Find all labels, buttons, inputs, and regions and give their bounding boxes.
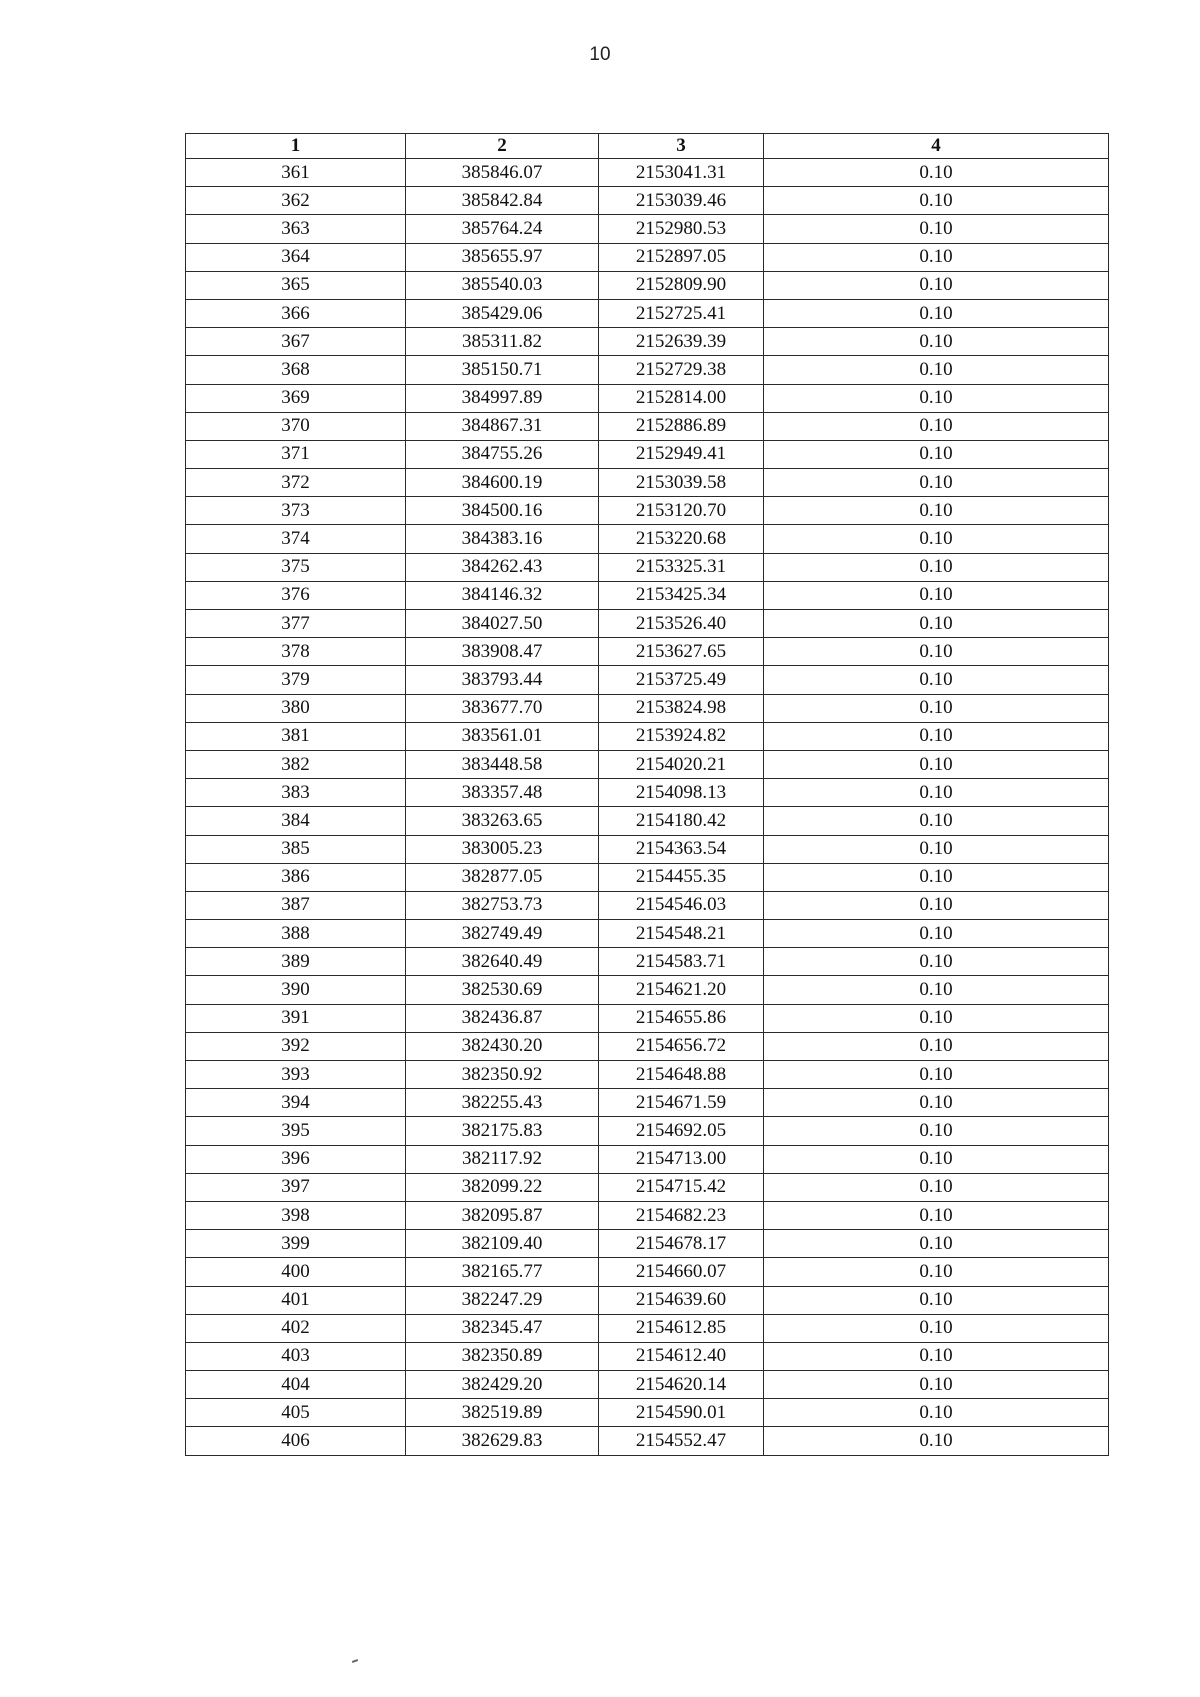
point-number-cell: 388: [186, 920, 406, 948]
table-row: [186, 1004, 1109, 1032]
y-coordinate-cell: 2153220.68: [599, 525, 764, 553]
x-coordinate-cell: 382429.20: [406, 1371, 599, 1399]
point-number-cell: 376: [186, 581, 406, 609]
point-number-cell: 385: [186, 835, 406, 863]
y-coordinate-cell: 2154180.42: [599, 807, 764, 835]
y-coordinate-cell: 2152980.53: [599, 215, 764, 243]
x-coordinate-cell: 384600.19: [406, 469, 599, 497]
x-coordinate-cell: 382095.87: [406, 1201, 599, 1229]
accuracy-cell: 0.10: [764, 638, 1109, 666]
point-number-cell: 373: [186, 497, 406, 525]
x-coordinate-cell: 382175.83: [406, 1117, 599, 1145]
point-number-cell: 377: [186, 610, 406, 638]
table-row: [186, 1286, 1109, 1314]
table-row: [186, 694, 1109, 722]
accuracy-cell: 0.10: [764, 750, 1109, 778]
table-row: [186, 1342, 1109, 1370]
y-coordinate-cell: 2154648.88: [599, 1061, 764, 1089]
x-coordinate-cell: 382436.87: [406, 1004, 599, 1032]
y-coordinate-cell: 2154660.07: [599, 1258, 764, 1286]
y-coordinate-cell: 2152886.89: [599, 412, 764, 440]
x-coordinate-cell: 383677.70: [406, 694, 599, 722]
y-coordinate-cell: 2152814.00: [599, 384, 764, 412]
x-coordinate-cell: 385655.97: [406, 243, 599, 271]
point-number-cell: 397: [186, 1173, 406, 1201]
x-coordinate-cell: 385429.06: [406, 299, 599, 327]
x-coordinate-cell: 385846.07: [406, 159, 599, 187]
y-coordinate-cell: 2154678.17: [599, 1230, 764, 1258]
table-row: [186, 1258, 1109, 1286]
accuracy-cell: 0.10: [764, 1089, 1109, 1117]
point-number-cell: 400: [186, 1258, 406, 1286]
table-row: [186, 1032, 1109, 1060]
point-number-cell: 381: [186, 722, 406, 750]
point-number-cell: 364: [186, 243, 406, 271]
accuracy-cell: 0.10: [764, 299, 1109, 327]
point-number-cell: 365: [186, 271, 406, 299]
y-coordinate-cell: 2154655.86: [599, 1004, 764, 1032]
table-row: [186, 525, 1109, 553]
accuracy-cell: 0.10: [764, 1230, 1109, 1258]
table-header: [186, 134, 1109, 159]
point-number-cell: 394: [186, 1089, 406, 1117]
x-coordinate-cell: 382255.43: [406, 1089, 599, 1117]
x-coordinate-cell: 385540.03: [406, 271, 599, 299]
accuracy-cell: 0.10: [764, 779, 1109, 807]
accuracy-cell: 0.10: [764, 497, 1109, 525]
column-header-1: 1: [186, 134, 406, 159]
point-number-cell: 398: [186, 1201, 406, 1229]
table-row: [186, 835, 1109, 863]
x-coordinate-cell: 382099.22: [406, 1173, 599, 1201]
point-number-cell: 370: [186, 412, 406, 440]
point-number-cell: 401: [186, 1286, 406, 1314]
accuracy-cell: 0.10: [764, 469, 1109, 497]
table-row: [186, 638, 1109, 666]
table-row: [186, 299, 1109, 327]
y-coordinate-cell: 2153725.49: [599, 666, 764, 694]
table-row: [186, 243, 1109, 271]
y-coordinate-cell: 2153526.40: [599, 610, 764, 638]
y-coordinate-cell: 2154363.54: [599, 835, 764, 863]
point-number-cell: 371: [186, 440, 406, 468]
accuracy-cell: 0.10: [764, 1117, 1109, 1145]
table-row: [186, 1089, 1109, 1117]
table-row: [186, 328, 1109, 356]
table-row: [186, 976, 1109, 1004]
accuracy-cell: 0.10: [764, 159, 1109, 187]
x-coordinate-cell: 384027.50: [406, 610, 599, 638]
point-number-cell: 399: [186, 1230, 406, 1258]
accuracy-cell: 0.10: [764, 948, 1109, 976]
table-row: [186, 1371, 1109, 1399]
point-number-cell: 402: [186, 1314, 406, 1342]
y-coordinate-cell: 2154713.00: [599, 1145, 764, 1173]
accuracy-cell: 0.10: [764, 694, 1109, 722]
accuracy-cell: 0.10: [764, 271, 1109, 299]
point-number-cell: 368: [186, 356, 406, 384]
table-row: [186, 807, 1109, 835]
accuracy-cell: 0.10: [764, 525, 1109, 553]
table-row: [186, 1399, 1109, 1427]
accuracy-cell: 0.10: [764, 807, 1109, 835]
table-row: [186, 581, 1109, 609]
y-coordinate-cell: 2153824.98: [599, 694, 764, 722]
y-coordinate-cell: 2154612.85: [599, 1314, 764, 1342]
x-coordinate-cell: 384383.16: [406, 525, 599, 553]
table-row: [186, 863, 1109, 891]
y-coordinate-cell: 2154639.60: [599, 1286, 764, 1314]
x-coordinate-cell: 382519.89: [406, 1399, 599, 1427]
y-coordinate-cell: 2154656.72: [599, 1032, 764, 1060]
table-row: [186, 666, 1109, 694]
x-coordinate-cell: 382430.20: [406, 1032, 599, 1060]
x-coordinate-cell: 382117.92: [406, 1145, 599, 1173]
accuracy-cell: 0.10: [764, 610, 1109, 638]
x-coordinate-cell: 383908.47: [406, 638, 599, 666]
accuracy-cell: 0.10: [764, 356, 1109, 384]
x-coordinate-cell: 382753.73: [406, 891, 599, 919]
x-coordinate-cell: 384262.43: [406, 553, 599, 581]
y-coordinate-cell: 2154612.40: [599, 1342, 764, 1370]
y-coordinate-cell: 2154621.20: [599, 976, 764, 1004]
x-coordinate-cell: 382350.92: [406, 1061, 599, 1089]
accuracy-cell: 0.10: [764, 412, 1109, 440]
point-number-cell: 383: [186, 779, 406, 807]
x-coordinate-cell: 384997.89: [406, 384, 599, 412]
y-coordinate-cell: 2152725.41: [599, 299, 764, 327]
x-coordinate-cell: 382877.05: [406, 863, 599, 891]
x-coordinate-cell: 382165.77: [406, 1258, 599, 1286]
x-coordinate-cell: 385150.71: [406, 356, 599, 384]
point-number-cell: 375: [186, 553, 406, 581]
table-row: [186, 1173, 1109, 1201]
table-row: [186, 215, 1109, 243]
point-number-cell: 367: [186, 328, 406, 356]
accuracy-cell: 0.10: [764, 440, 1109, 468]
table-row: [186, 920, 1109, 948]
point-number-cell: 405: [186, 1399, 406, 1427]
table-row: [186, 1314, 1109, 1342]
x-coordinate-cell: 383357.48: [406, 779, 599, 807]
accuracy-cell: 0.10: [764, 1399, 1109, 1427]
x-coordinate-cell: 383005.23: [406, 835, 599, 863]
x-coordinate-cell: 382247.29: [406, 1286, 599, 1314]
point-number-cell: 374: [186, 525, 406, 553]
point-number-cell: 382: [186, 750, 406, 778]
table-row: [186, 553, 1109, 581]
table-row: [186, 412, 1109, 440]
y-coordinate-cell: 2152949.41: [599, 440, 764, 468]
y-coordinate-cell: 2154583.71: [599, 948, 764, 976]
table-row: [186, 1201, 1109, 1229]
y-coordinate-cell: 2154620.14: [599, 1371, 764, 1399]
x-coordinate-cell: 385842.84: [406, 187, 599, 215]
point-number-cell: 391: [186, 1004, 406, 1032]
accuracy-cell: 0.10: [764, 1258, 1109, 1286]
table-row: [186, 187, 1109, 215]
y-coordinate-cell: 2152897.05: [599, 243, 764, 271]
accuracy-cell: 0.10: [764, 891, 1109, 919]
x-coordinate-cell: 384500.16: [406, 497, 599, 525]
point-number-cell: 362: [186, 187, 406, 215]
y-coordinate-cell: 2154590.01: [599, 1399, 764, 1427]
x-coordinate-cell: 382749.49: [406, 920, 599, 948]
point-number-cell: 378: [186, 638, 406, 666]
x-coordinate-cell: 383561.01: [406, 722, 599, 750]
point-number-cell: 396: [186, 1145, 406, 1173]
table-row: [186, 1427, 1109, 1455]
page-number: 10: [589, 44, 611, 65]
table-row: [186, 271, 1109, 299]
accuracy-cell: 0.10: [764, 920, 1109, 948]
accuracy-cell: 0.10: [764, 1004, 1109, 1032]
x-coordinate-cell: 385311.82: [406, 328, 599, 356]
y-coordinate-cell: 2154020.21: [599, 750, 764, 778]
x-coordinate-cell: 382530.69: [406, 976, 599, 1004]
y-coordinate-cell: 2154455.35: [599, 863, 764, 891]
y-coordinate-cell: 2153039.46: [599, 187, 764, 215]
x-coordinate-cell: 382629.83: [406, 1427, 599, 1455]
y-coordinate-cell: 2154682.23: [599, 1201, 764, 1229]
coordinates-table-container: [185, 133, 1108, 1456]
accuracy-cell: 0.10: [764, 1427, 1109, 1455]
accuracy-cell: 0.10: [764, 1286, 1109, 1314]
point-number-cell: 363: [186, 215, 406, 243]
table-row: [186, 750, 1109, 778]
point-number-cell: 392: [186, 1032, 406, 1060]
x-coordinate-cell: 382640.49: [406, 948, 599, 976]
point-number-cell: 384: [186, 807, 406, 835]
x-coordinate-cell: 385764.24: [406, 215, 599, 243]
y-coordinate-cell: 2153627.65: [599, 638, 764, 666]
point-number-cell: 372: [186, 469, 406, 497]
y-coordinate-cell: 2154671.59: [599, 1089, 764, 1117]
accuracy-cell: 0.10: [764, 835, 1109, 863]
column-header-2: 2: [406, 134, 599, 159]
y-coordinate-cell: 2154098.13: [599, 779, 764, 807]
x-coordinate-cell: 384146.32: [406, 581, 599, 609]
accuracy-cell: 0.10: [764, 863, 1109, 891]
y-coordinate-cell: 2154548.21: [599, 920, 764, 948]
point-number-cell: 390: [186, 976, 406, 1004]
table-row: [186, 384, 1109, 412]
accuracy-cell: 0.10: [764, 722, 1109, 750]
point-number-cell: 369: [186, 384, 406, 412]
accuracy-cell: 0.10: [764, 243, 1109, 271]
accuracy-cell: 0.10: [764, 1061, 1109, 1089]
accuracy-cell: 0.10: [764, 581, 1109, 609]
table-row: [186, 779, 1109, 807]
coordinates-table: [185, 133, 1109, 1456]
column-header-4: 4: [764, 134, 1109, 159]
accuracy-cell: 0.10: [764, 1173, 1109, 1201]
accuracy-cell: 0.10: [764, 384, 1109, 412]
point-number-cell: 403: [186, 1342, 406, 1370]
accuracy-cell: 0.10: [764, 1314, 1109, 1342]
table-row: [186, 159, 1109, 187]
y-coordinate-cell: 2154715.42: [599, 1173, 764, 1201]
accuracy-cell: 0.10: [764, 553, 1109, 581]
table-row: [186, 1117, 1109, 1145]
y-coordinate-cell: 2153041.31: [599, 159, 764, 187]
x-coordinate-cell: 382350.89: [406, 1342, 599, 1370]
y-coordinate-cell: 2153924.82: [599, 722, 764, 750]
accuracy-cell: 0.10: [764, 328, 1109, 356]
accuracy-cell: 0.10: [764, 1371, 1109, 1399]
y-coordinate-cell: 2152639.39: [599, 328, 764, 356]
accuracy-cell: 0.10: [764, 1201, 1109, 1229]
x-coordinate-cell: 382345.47: [406, 1314, 599, 1342]
table-row: [186, 440, 1109, 468]
accuracy-cell: 0.10: [764, 666, 1109, 694]
x-coordinate-cell: 384867.31: [406, 412, 599, 440]
x-coordinate-cell: 383793.44: [406, 666, 599, 694]
y-coordinate-cell: 2154552.47: [599, 1427, 764, 1455]
point-number-cell: 387: [186, 891, 406, 919]
x-coordinate-cell: 383263.65: [406, 807, 599, 835]
x-coordinate-cell: 383448.58: [406, 750, 599, 778]
accuracy-cell: 0.10: [764, 1032, 1109, 1060]
table-row: [186, 469, 1109, 497]
point-number-cell: 366: [186, 299, 406, 327]
y-coordinate-cell: 2153425.34: [599, 581, 764, 609]
point-number-cell: 379: [186, 666, 406, 694]
table-row: [186, 1061, 1109, 1089]
y-coordinate-cell: 2152729.38: [599, 356, 764, 384]
x-coordinate-cell: 384755.26: [406, 440, 599, 468]
y-coordinate-cell: 2154692.05: [599, 1117, 764, 1145]
y-coordinate-cell: 2153325.31: [599, 553, 764, 581]
table-row: [186, 722, 1109, 750]
accuracy-cell: 0.10: [764, 215, 1109, 243]
accuracy-cell: 0.10: [764, 976, 1109, 1004]
point-number-cell: 404: [186, 1371, 406, 1399]
table-row: [186, 948, 1109, 976]
point-number-cell: 380: [186, 694, 406, 722]
table-row: [186, 1145, 1109, 1173]
table-body: [186, 159, 1109, 1456]
y-coordinate-cell: 2154546.03: [599, 891, 764, 919]
point-number-cell: 386: [186, 863, 406, 891]
table-row: [186, 891, 1109, 919]
y-coordinate-cell: 2153120.70: [599, 497, 764, 525]
point-number-cell: 406: [186, 1427, 406, 1455]
header-row: [186, 134, 1109, 159]
point-number-cell: 389: [186, 948, 406, 976]
y-coordinate-cell: 2153039.58: [599, 469, 764, 497]
point-number-cell: 395: [186, 1117, 406, 1145]
accuracy-cell: 0.10: [764, 1342, 1109, 1370]
accuracy-cell: 0.10: [764, 187, 1109, 215]
y-coordinate-cell: 2152809.90: [599, 271, 764, 299]
table-row: [186, 497, 1109, 525]
point-number-cell: 393: [186, 1061, 406, 1089]
table-row: [186, 356, 1109, 384]
scan-speck: [352, 1659, 358, 1663]
table-row: [186, 1230, 1109, 1258]
column-header-3: 3: [599, 134, 764, 159]
accuracy-cell: 0.10: [764, 1145, 1109, 1173]
table-row: [186, 610, 1109, 638]
x-coordinate-cell: 382109.40: [406, 1230, 599, 1258]
point-number-cell: 361: [186, 159, 406, 187]
